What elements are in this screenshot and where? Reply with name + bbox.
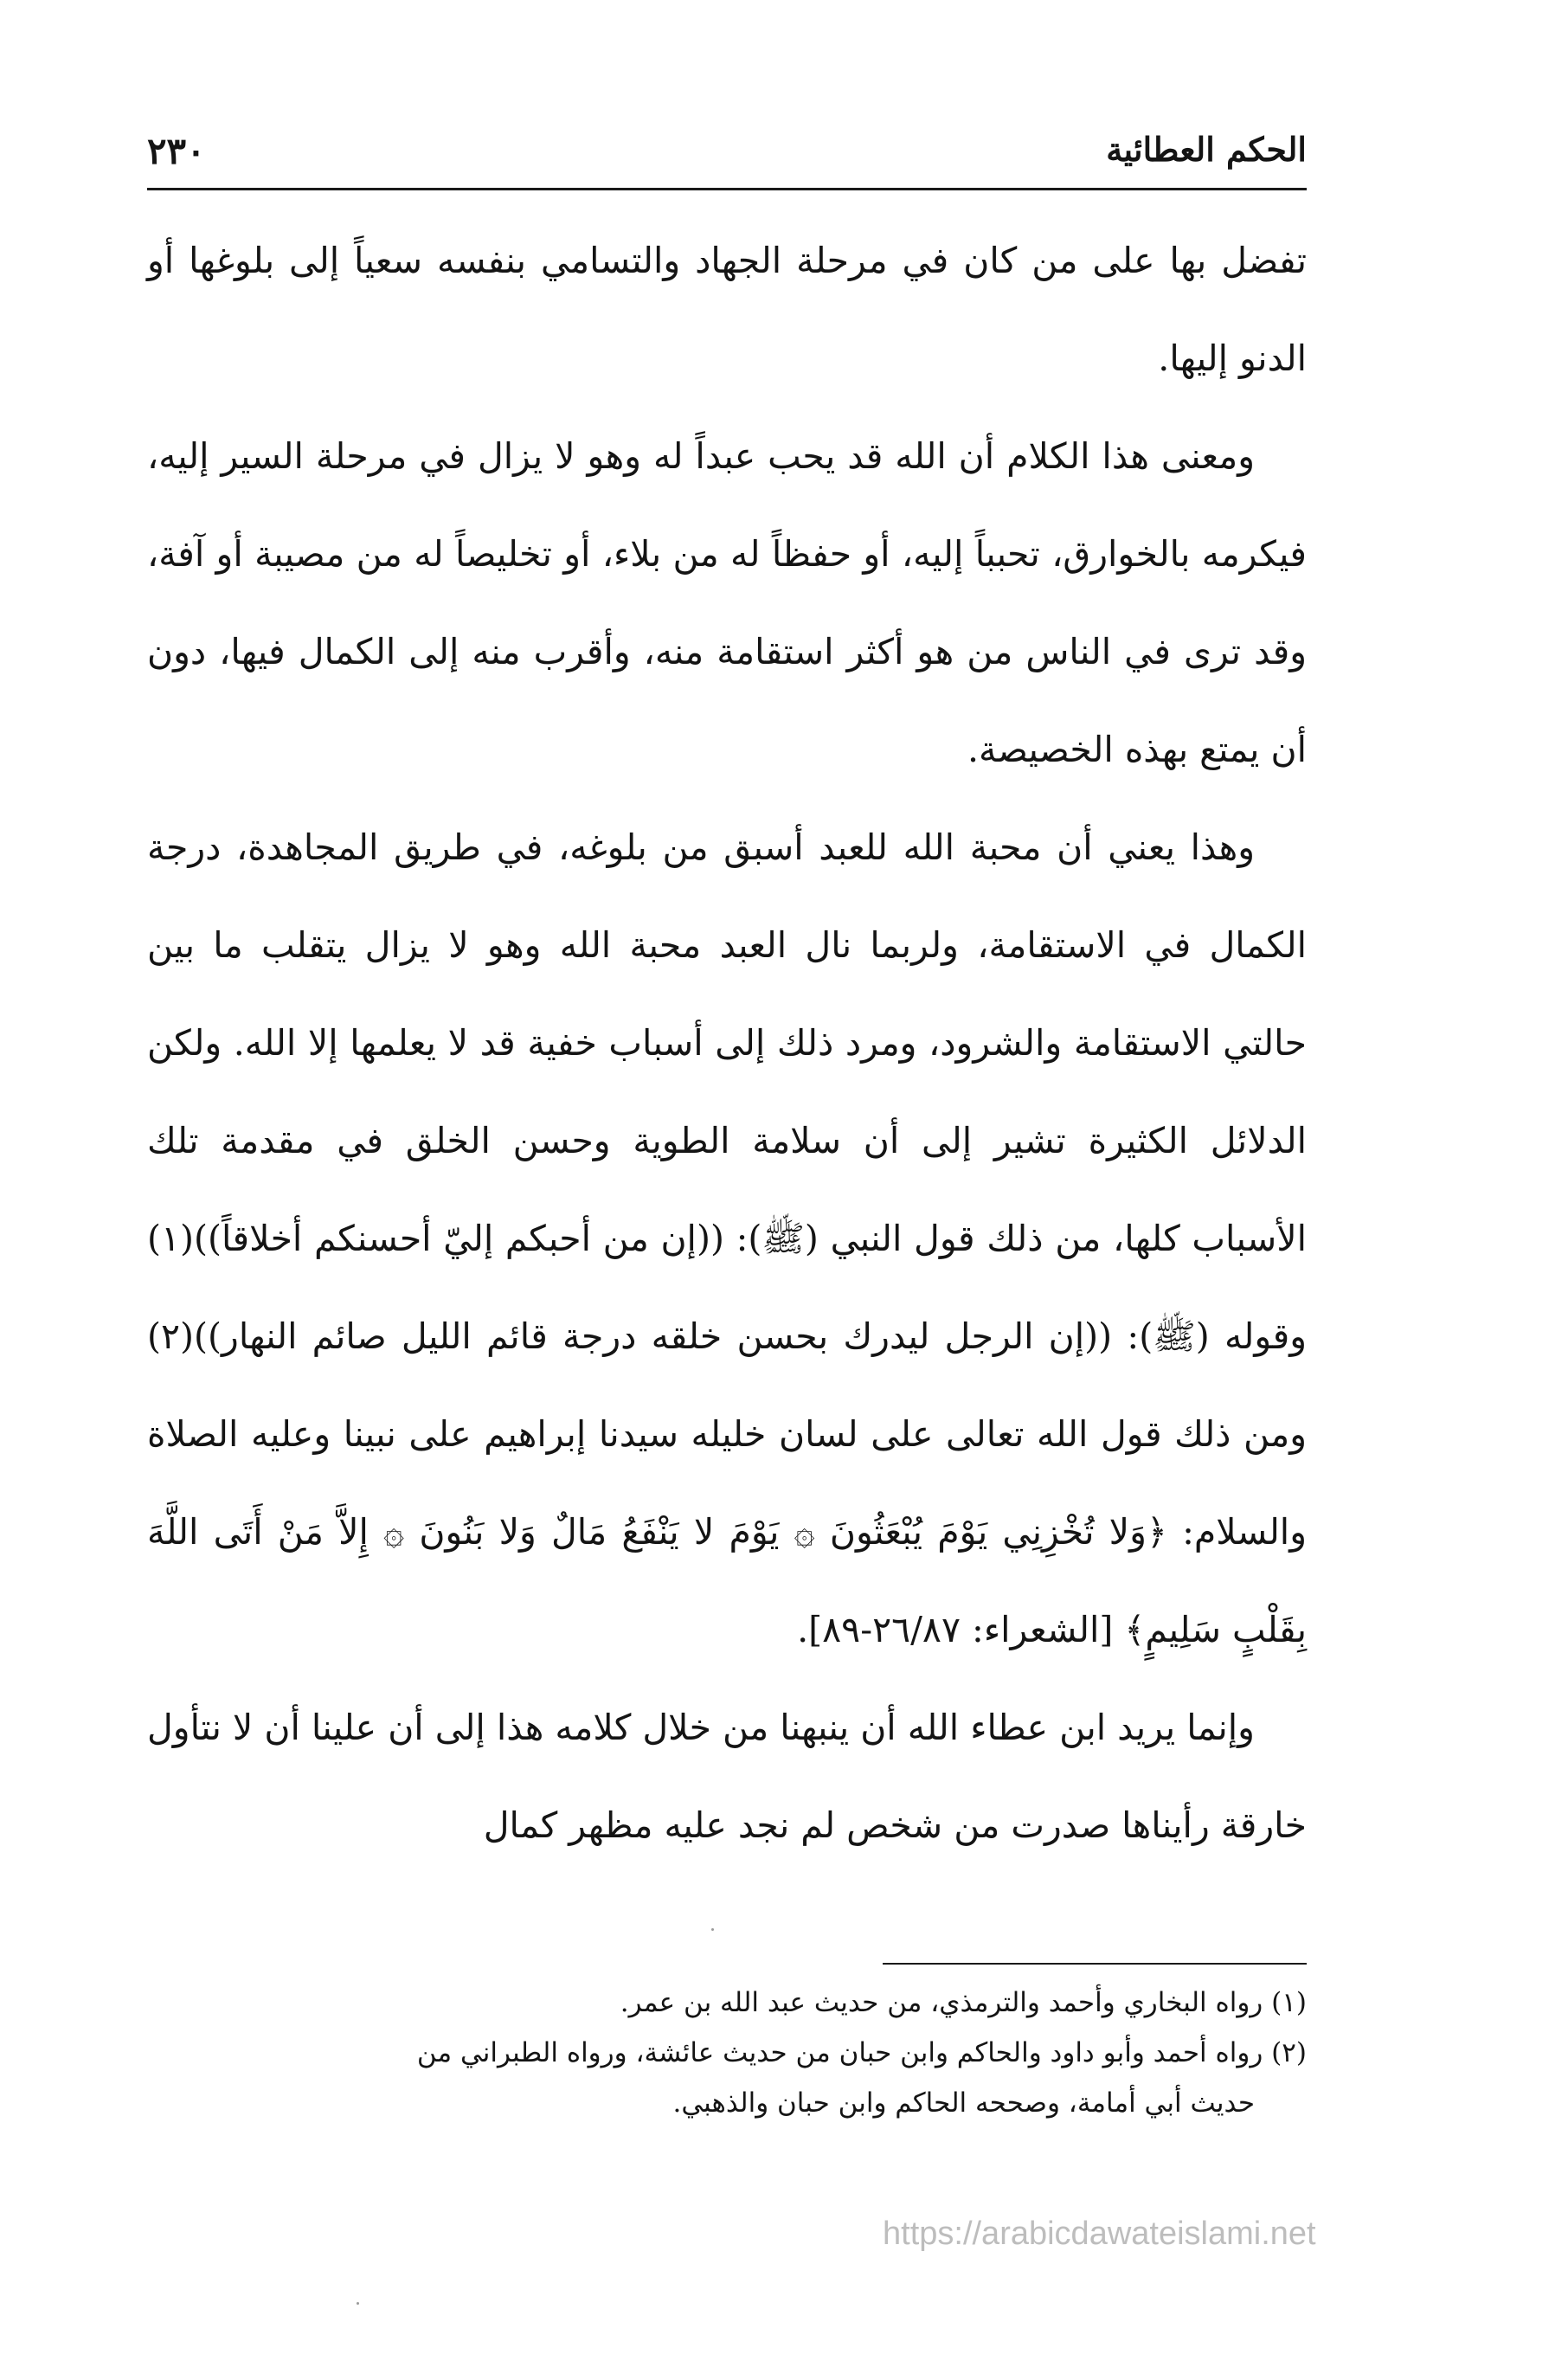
main-text (147, 212, 1307, 1875)
footnote-2-continuation: حديث أبي أمامة، وصححه الحاكم وابن حبان والذهبي. (672, 2087, 1255, 2119)
running-title: الحكم العطائية (1106, 130, 1307, 169)
page-header (147, 130, 1307, 182)
footnote-separator (883, 1963, 1307, 1965)
paragraph: ومعنى هذا الكلام أن الله قد يحب عبداً له وهو لا يزال في مرحلة السير إليه، فيكرمه بالخوارق، تحبباً إليه، أو حفظاً له من بلاء، أو تخليصاً له من مصيبة أو آفة، وقد ترى في الناس من هو أكثر استقامة منه، وأقرب منه إلى الكمال فيها، دون أن يمتع بهذه الخصيصة. (147, 435, 1307, 770)
header-rule (147, 188, 1307, 190)
footnote-1: (١) رواه البخاري وأحمد والترمذي، من حديث عبد الله بن عمر. (620, 1987, 1307, 2018)
page-number: ٢٣٠ (147, 130, 206, 172)
paragraph-continuation: تفضل بها على من كان في مرحلة الجهاد والتسامي بنفسه سعياً إلى بلوغها أو الدنو إليها. (147, 240, 1307, 379)
footnotes (130, 1978, 1307, 2128)
footnote-2: (٢) رواه أحمد وأبو داود والحاكم وابن حبان من حديث عائشة، ورواه الطبراني من (416, 2037, 1307, 2068)
paragraph: وهذا يعني أن محبة الله للعبد أسبق من بلوغه، في طريق المجاهدة، درجة الكمال في الاستقامة، ولربما نال العبد محبة الله وهو لا يزال يتقلب ما بين حالتي الاستقامة والشرود، ومرد ذلك إلى أسباب خفية قد لا يعلمها إلا الله. ولكن الدلائل الكثيرة تشير إلى أن سلامة الطوية وحسن الخلق في مقدمة تلك الأسباب كلها، من ذلك قول النبي (ﷺ): ((إن من أحبكم إليّ أحسنكم أخلاقاً))(١) وقوله (ﷺ): ((إن الرجل ليدرك بحسن خلقه درجة قائم الليل صائم النهار))(٢) ومن ذلك قول الله تعالى على لسان خليله سيدنا إبراهيم على نبينا وعليه الصلاة والسلام: ﴿وَلا تُخْزِنِي يَوْمَ يُبْعَثُونَ ۞ يَوْمَ لا يَنْفَعُ مَالٌ وَلا بَنُونَ ۞ إِلاَّ مَنْ أَتَى اللَّهَ بِقَلْبٍ سَلِيمٍ﴾ [الشعراء: ٢٦/٨٧-٨٩]. (147, 827, 1307, 1650)
scan-speck (357, 2302, 359, 2305)
watermark: https://arabicdawateislami.net (883, 2216, 1316, 2252)
scan-speck (711, 1928, 714, 1931)
paragraph: وإنما يريد ابن عطاء الله أن ينبهنا من خلال كلامه هذا إلى أن علينا أن لا نتأول خارقة رأيناها صدرت من شخص لم نجد عليه مظهر كمال (147, 1707, 1307, 1846)
